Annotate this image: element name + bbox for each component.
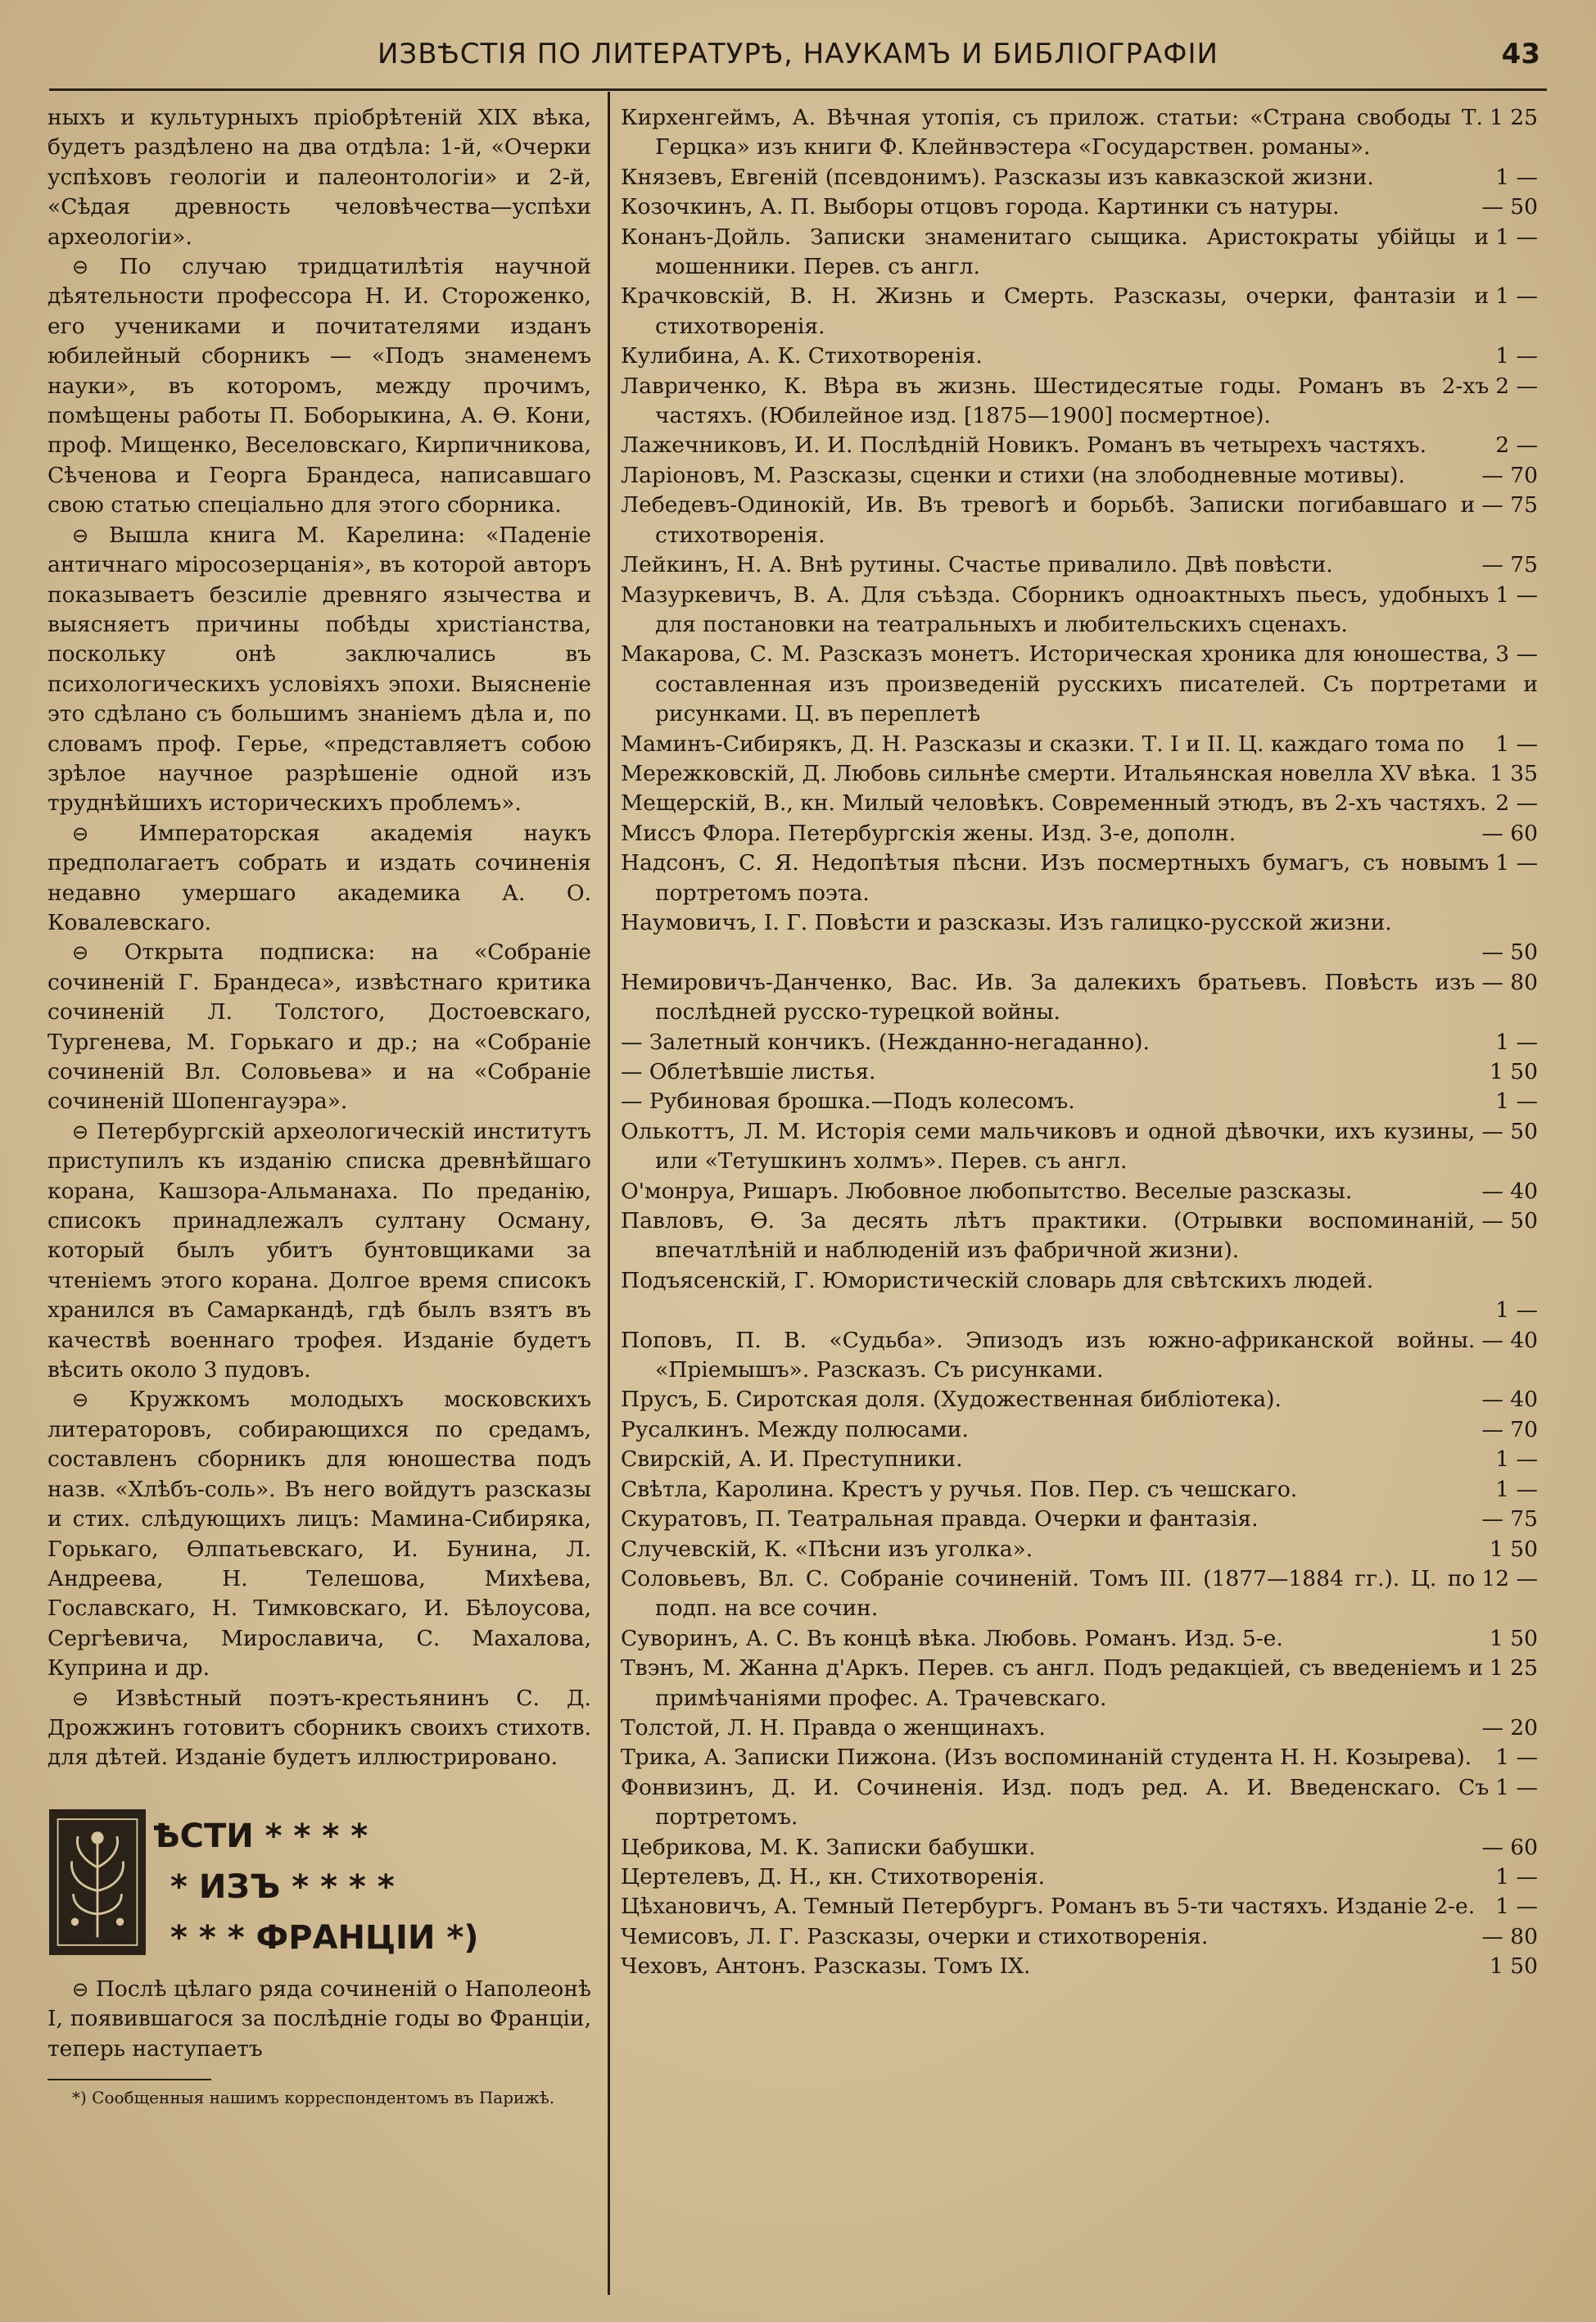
paragraph-text: Императорская академія наукъ предполагаетъ собрать и издать сочиненія недавно умершаго академика А. О. Ковалевскаго. xyxy=(47,820,591,935)
section-heading-line-2: * ИЗЪ * * * * xyxy=(170,1867,395,1906)
entry-text: Цертелевъ, Д. Н., кн. Стихотворенія. xyxy=(621,1863,1046,1890)
paragraph-text: По случаю тридцатилѣтія научной дѣятельности профессора Н. И. Стороженко, его учениками и почитателями изданъ юбилейный сборникъ — «Подъ знаменемъ науки», въ которомъ, между прочимъ, помѣщены работы П. Боборыкина, А. Ѳ. Кони, проф. Мищенко, Веселовскаго, Кирпичникова, Сѣченова и Георга Брандеса, написавшаго свою статью спеціально для этого сборника. xyxy=(47,254,591,518)
entry-price: 3 — xyxy=(1495,641,1538,668)
list-item xyxy=(621,1624,1538,1654)
news-paragraph xyxy=(47,1117,591,1386)
entry-price: 1 — xyxy=(1495,164,1538,190)
list-item xyxy=(621,1385,1538,1414)
entry-text: Лейкинъ, Н. А. Внѣ рутины. Счастье привалило. Двѣ повѣсти. xyxy=(621,552,1333,578)
entry-text: Трика, А. Записки Пижона. (Изъ воспоминаній студента Н. Н. Козырева). xyxy=(621,1745,1472,1771)
entry-text: Соловьевъ, Вл. С. Собраніе сочиненій. Томъ III. (1877—1884 гг.). Ц. по подп. на все сочин. xyxy=(621,1565,1476,1622)
entry-text: Надсонъ, С. Я. Недопѣтыя пѣсни. Изъ посмертныхъ бумагъ, съ новымъ портретомъ поэта. xyxy=(621,850,1490,906)
entry-price: 1 — xyxy=(1495,731,1538,757)
entry-text: Ларіоновъ, М. Разсказы, сценки и стихи (на злободневные мотивы). xyxy=(621,462,1405,488)
paragraph-marker: ⊖ xyxy=(72,941,89,965)
list-item xyxy=(621,640,1538,729)
entry-text: Фонвизинъ, Д. И. Сочиненія. Изд. подъ ред. А. И. Введенскаго. Съ портретомъ. xyxy=(621,1774,1490,1831)
list-item xyxy=(621,192,1538,222)
entry-text: — Залетный кончикъ. (Нежданно-негаданно). xyxy=(621,1029,1150,1055)
list-item xyxy=(621,1713,1538,1743)
entry-price: 1 — xyxy=(1495,1089,1538,1115)
entry-price: — 75 xyxy=(1481,552,1538,578)
section-heading-line-1: ѢСТИ * * * * xyxy=(152,1817,368,1855)
news-paragraph xyxy=(47,521,591,819)
news-paragraph xyxy=(47,1684,591,1773)
ornament-initial-icon xyxy=(49,1809,146,1955)
entry-text: О'монруа, Ришаръ. Любовное любопытство. Веселые разсказы. xyxy=(621,1178,1353,1204)
list-item xyxy=(621,1117,1538,1177)
list-item xyxy=(621,1206,1538,1266)
entry-text: Суворинъ, А. С. Въ концѣ вѣка. Любовь. Романъ. Изд. 5-е. xyxy=(621,1625,1283,1651)
list-item xyxy=(621,103,1538,163)
paragraph-marker: ⊖ xyxy=(72,523,89,547)
news-paragraph xyxy=(47,252,591,521)
list-item xyxy=(621,1177,1538,1206)
list-item xyxy=(621,431,1538,460)
footnote: *) Сообщенныя нашимъ корреспондентомъ въ Парижѣ. xyxy=(72,2087,555,2107)
entry-price: 1 — xyxy=(1495,283,1538,310)
list-item xyxy=(621,491,1538,550)
entry-price: — 40 xyxy=(1481,1327,1538,1353)
entry-text: — Рубиновая брошка.—Подъ колесомъ. xyxy=(621,1089,1075,1115)
list-item xyxy=(621,461,1538,491)
entry-price: 2 — xyxy=(1495,373,1538,399)
section-heading xyxy=(47,1806,591,1963)
bibliography-list xyxy=(621,103,1538,1982)
entry-price: — 40 xyxy=(1481,1387,1538,1413)
list-item xyxy=(621,1773,1538,1833)
entry-text: Русалкинъ. Между полюсами. xyxy=(621,1416,969,1442)
entry-price: 1 50 xyxy=(1489,1059,1538,1084)
entry-price: 1 50 xyxy=(1489,1536,1538,1562)
entry-text: Макарова, С. М. Разсказъ монетъ. Историческая хроника для юношества, составленная изъ произведеній русскихъ писателей. Съ портретами и рисунками. Ц. въ переплетѣ xyxy=(621,641,1538,727)
entry-price: 1 — xyxy=(1495,582,1538,608)
entry-text: Павловъ, Ѳ. За десять лѣтъ практики. (Отрывки воспоминаній, впечатлѣній и наблюденій изъ фабричной жизни). xyxy=(621,1208,1476,1264)
entry-text: Свирскій, А. И. Преступники. xyxy=(621,1446,963,1473)
entry-price: 1 50 xyxy=(1489,1625,1538,1651)
list-item xyxy=(621,1505,1538,1534)
paragraph-text: Открыта подписка: на «Собраніе сочиненій Г. Брандеса», извѣстнаго критика сочиненій Л. Толстого, Достоевскаго, Тургенева, М. Горькаго и др.; на «Собраніе сочиненій Вл. Соловьева» и на «Собраніе сочиненій Шопенгауэра». xyxy=(47,939,591,1115)
entry-price: 1 — xyxy=(1495,1863,1538,1890)
list-item xyxy=(621,1833,1538,1863)
section-heading-line-3: * * * ФРАНЦІИ *) xyxy=(170,1918,479,1957)
entry-text: Мещерскій, В., кн. Милый человѣкъ. Современный этюдъ, въ 2-хъ частяхъ. xyxy=(621,790,1487,817)
entry-text: Скуратовъ, П. Театральная правда. Очерки и фантазія. xyxy=(621,1506,1259,1532)
entry-price: 1 — xyxy=(1495,1446,1538,1473)
entry-text: Цѣхановичъ, А. Темный Петербургъ. Романъ въ 5-ти частяхъ. Изданіе 2-е. xyxy=(621,1894,1476,1920)
left-column xyxy=(47,103,591,2108)
paragraph-text: Послѣ цѣлаго ряда сочиненій о Наполеонѣ I, появившагося за послѣдніе годы во Франціи, теперь наступаетъ xyxy=(47,1976,591,2062)
list-item xyxy=(621,730,1538,759)
entry-price: — 50 xyxy=(1481,939,1538,966)
list-item xyxy=(621,342,1538,371)
paragraph-text: Вышла книга М. Карелина: «Паденіе античнаго міросозерцанія», въ которой авторъ показываетъ безсиліе древняго язычества и выясняетъ причины побѣды христіанства, поскольку онѣ заключались въ психологическихъ условіяхъ эпохи. Выясненіе это сдѣлано съ большимъ знаніемъ дѣла и, по словамъ проф. Герье, «представляетъ собою зрѣлое научное разрѣшеніе одной изъ труднѣйшихъ историческихъ проблемъ». xyxy=(47,522,591,817)
entry-text: Немировичъ-Данченко, Вас. Ив. За далекихъ братьевъ. Повѣсть изъ послѣдней русско-турецкой войны. xyxy=(621,969,1476,1025)
list-item xyxy=(621,1266,1538,1326)
entry-text: — Облетѣвшіе листья. xyxy=(621,1059,876,1084)
entry-price: — 70 xyxy=(1481,462,1538,488)
list-item xyxy=(621,163,1538,192)
entry-price: 1 25 xyxy=(1489,1655,1538,1682)
list-item xyxy=(621,789,1538,818)
entry-price: — 50 xyxy=(1481,1118,1538,1144)
news-paragraph xyxy=(47,938,591,1116)
footnote-rule xyxy=(47,2079,211,2080)
entry-text: Мережковскій, Д. Любовь сильнѣе смерти. Итальянская новелла XV вѣка. xyxy=(621,760,1477,786)
entry-text: Мазуркевичъ, В. А. Для съѣзда. Сборникъ одноактныхъ пьесъ, удобныхъ для постановки на театральныхъ и любительскихъ сценахъ. xyxy=(621,582,1490,637)
entry-price: 1 — xyxy=(1495,224,1538,250)
entry-price: 1 35 xyxy=(1489,760,1538,786)
list-item xyxy=(621,849,1538,908)
entry-text: Козочкинъ, А. П. Выборы отцовъ города. Картинки съ натуры. xyxy=(621,194,1340,220)
entry-price: — 50 xyxy=(1481,194,1538,220)
entry-price: 2 — xyxy=(1495,790,1538,817)
list-item xyxy=(621,1535,1538,1564)
entry-price: 1 — xyxy=(1495,1029,1538,1055)
news-paragraphs xyxy=(47,103,591,1773)
entry-text: Кирхенгеймъ, А. Вѣчная утопія, съ прилож. статьи: «Страна свободы Т. Герцка» изъ книги Ф. Клейнвэстера «Государствен. романы». xyxy=(621,105,1483,161)
entry-text: Поповъ, П. В. «Судьба». Эпизодъ изъ южно-африканской войны. «Пріемышъ». Разсказъ. Съ рисунками. xyxy=(621,1327,1476,1383)
entry-price: 1 — xyxy=(1495,1894,1538,1920)
entry-text: Чеховъ, Антонъ. Разсказы. Томъ IX. xyxy=(621,1953,1031,1980)
entry-price: — 50 xyxy=(1481,1208,1538,1234)
list-item xyxy=(621,1743,1538,1772)
entry-text: Толстой, Л. Н. Правда о женщинахъ. xyxy=(621,1714,1046,1740)
entry-price: — 70 xyxy=(1481,1416,1538,1442)
entry-price: 1 25 xyxy=(1489,105,1538,130)
list-item xyxy=(621,1952,1538,1981)
entry-text: Подъясенскій, Г. Юмористическій словарь для свѣтскихъ людей. xyxy=(621,1267,1374,1293)
entry-price: 1 — xyxy=(1495,1297,1538,1324)
column-divider xyxy=(608,92,610,2295)
paragraph-marker: ⊖ xyxy=(72,256,89,279)
paragraph-marker: ⊖ xyxy=(72,1120,89,1143)
list-item xyxy=(621,1475,1538,1505)
entry-text: Лавриченко, К. Вѣра въ жизнь. Шестидесятые годы. Романъ въ 2-хъ частяхъ. (Юбилейное изд. [1875—1900] посмертное). xyxy=(621,373,1490,429)
entry-text: Наумовичъ, І. Г. Повѣсти и разсказы. Изъ галицко-русской жизни. xyxy=(621,909,1392,935)
paragraph-marker: ⊖ xyxy=(72,822,89,845)
entry-text: Случевскій, К. «Пѣсни изъ уголка». xyxy=(621,1536,1033,1562)
list-item xyxy=(621,550,1538,580)
list-item xyxy=(621,1863,1538,1892)
page-number: 43 xyxy=(1501,38,1540,70)
list-item xyxy=(621,223,1538,283)
page-header xyxy=(49,31,1547,91)
entry-price: — 75 xyxy=(1481,1506,1538,1532)
list-item xyxy=(621,1087,1538,1116)
entry-text: Лебедевъ-Одинокій, Ив. Въ тревогѣ и борьбѣ. Записки погибавшаго и стихотворенія. xyxy=(621,492,1476,548)
entry-text: Миссъ Флора. Петербургскія жены. Изд. 3-е, дополн. xyxy=(621,820,1237,846)
news-paragraph xyxy=(47,1385,591,1683)
list-item xyxy=(621,1028,1538,1057)
list-item xyxy=(621,1415,1538,1445)
list-item xyxy=(621,1922,1538,1952)
entry-text: Лажечниковъ, И. И. Послѣдній Новикъ. Романъ въ четырехъ частяхъ. xyxy=(621,432,1426,459)
list-item xyxy=(621,581,1538,640)
list-item xyxy=(621,282,1538,342)
entry-price: — 20 xyxy=(1481,1714,1538,1740)
entry-price: 12 — xyxy=(1481,1565,1538,1591)
list-item xyxy=(621,372,1538,432)
entry-price: 2 — xyxy=(1495,432,1538,459)
entry-price: 1 — xyxy=(1495,343,1538,369)
paragraph-text: Кружкомъ молодыхъ московскихъ литераторовъ, собирающихся по средамъ, составленъ сборникъ для юношества подъ назв. «Хлѣбъ-соль». Въ него войдутъ разсказы и стих. слѣдующихъ лицъ: Мамина-Сибиряка, Горькаго, Ѳлпатьевскаго, И. Бунина, Л. Андреева, Н. Телешова, Михѣева, Гославскаго, Н. Тимковскаго, И. Бѣлоусова, Сергѣевича, Мирославича, С. Махалова, Куприна и др. xyxy=(47,1387,591,1682)
paragraph-text: ныхъ и культурныхъ пріобрѣтеній XIX вѣка, будетъ раздѣлено на два отдѣла: 1-й, «Очерки успѣховъ геологіи и палеонтологіи» и 2-й, «Сѣдая древность человѣчества—успѣхи археологіи». xyxy=(47,105,591,250)
list-item xyxy=(621,968,1538,1028)
paragraph-marker: ⊖ xyxy=(72,1388,89,1412)
paragraph-text: Петербургскій археологическій институтъ приступилъ къ изданію списка древнѣйшаго корана, Кашзора-Альманаха. По преданію, списокъ принадлежалъ султану Осману, который былъ убитъ бунтовщиками за чтеніемъ этого корана. Долгое время списокъ хранился въ Самаркандѣ, гдѣ былъ взятъ въ качествѣ военнаго трофея. Изданіе будетъ вѣсить около 3 пудовъ. xyxy=(47,1118,591,1383)
paragraph-text: Извѣстный поэтъ-крестьянинъ С. Д. Дрожжинъ готовитъ сборникъ своихъ стихотв. для дѣтей. Изданіе будетъ иллюстрировано. xyxy=(47,1685,591,1771)
entry-price: 1 — xyxy=(1495,1476,1538,1502)
list-item xyxy=(621,1654,1538,1713)
entry-price: — 60 xyxy=(1481,820,1538,846)
news-paragraph xyxy=(47,103,591,252)
list-item xyxy=(621,1892,1538,1921)
entry-price: 1 50 xyxy=(1489,1953,1538,1980)
entry-text: Конанъ-Дойль. Записки знаменитаго сыщика. Аристократы убійцы и мошенники. Перев. съ англ. xyxy=(621,224,1490,280)
list-item xyxy=(621,759,1538,789)
list-item xyxy=(621,1564,1538,1624)
entry-price: — 75 xyxy=(1481,492,1538,518)
entry-text: Крачковскій, В. Н. Жизнь и Смерть. Разсказы, очерки, фантазіи и стихотворенія. xyxy=(621,283,1490,339)
list-item xyxy=(621,908,1538,968)
entry-price: 1 — xyxy=(1495,850,1538,876)
paragraph-marker: ⊖ xyxy=(72,1977,89,2001)
paragraph-marker: ⊖ xyxy=(72,1686,89,1710)
entry-text: Маминъ-Сибирякъ, Д. Н. Разсказы и сказки. Т. I и II. Ц. каждаго тома по xyxy=(621,731,1465,757)
entry-text: Прусъ, Б. Сиротская доля. (Художественная библіотека). xyxy=(621,1387,1282,1413)
entry-price: — 40 xyxy=(1481,1178,1538,1204)
entry-price: — 80 xyxy=(1481,969,1538,995)
entry-text: Князевъ, Евгеній (псевдонимъ). Разсказы изъ кавказской жизни. xyxy=(621,164,1374,190)
list-item xyxy=(621,1057,1538,1087)
list-item xyxy=(621,1326,1538,1386)
section-first-paragraph xyxy=(47,1975,591,2064)
entry-text: Олькоттъ, Л. М. Исторія семи мальчиковъ и одной дѣвочки, ихъ кузины, или «Тетушкинъ холмъ». Перев. съ англ. xyxy=(621,1118,1476,1175)
entry-text: Свѣтла, Каролина. Крестъ у ручья. Пов. Пер. съ чешскаго. xyxy=(621,1476,1298,1502)
list-item xyxy=(621,1445,1538,1474)
entry-price: — 60 xyxy=(1481,1834,1538,1860)
entry-text: Цебрикова, М. К. Записки бабушки. xyxy=(621,1834,1036,1860)
entry-price: — 80 xyxy=(1481,1923,1538,1949)
entry-price: 1 — xyxy=(1495,1745,1538,1771)
list-item xyxy=(621,819,1538,849)
news-paragraph xyxy=(47,819,591,939)
running-title: ИЗВѢСТІЯ ПО ЛИТЕРАТУРѢ, НАУКАМЪ И БИБЛІОГРАФІИ xyxy=(378,38,1218,70)
entry-text: Твэнъ, М. Жанна д'Аркъ. Перев. съ англ. Подъ редакціей, съ введеніемъ и примѣчаніями профес. А. Трачевскаго. xyxy=(621,1655,1483,1711)
entry-text: Чемисовъ, Л. Г. Разсказы, очерки и стихотворенія. xyxy=(621,1923,1209,1949)
entry-text: Кулибина, А. К. Стихотворенія. xyxy=(621,343,983,369)
entry-price: 1 — xyxy=(1495,1774,1538,1800)
